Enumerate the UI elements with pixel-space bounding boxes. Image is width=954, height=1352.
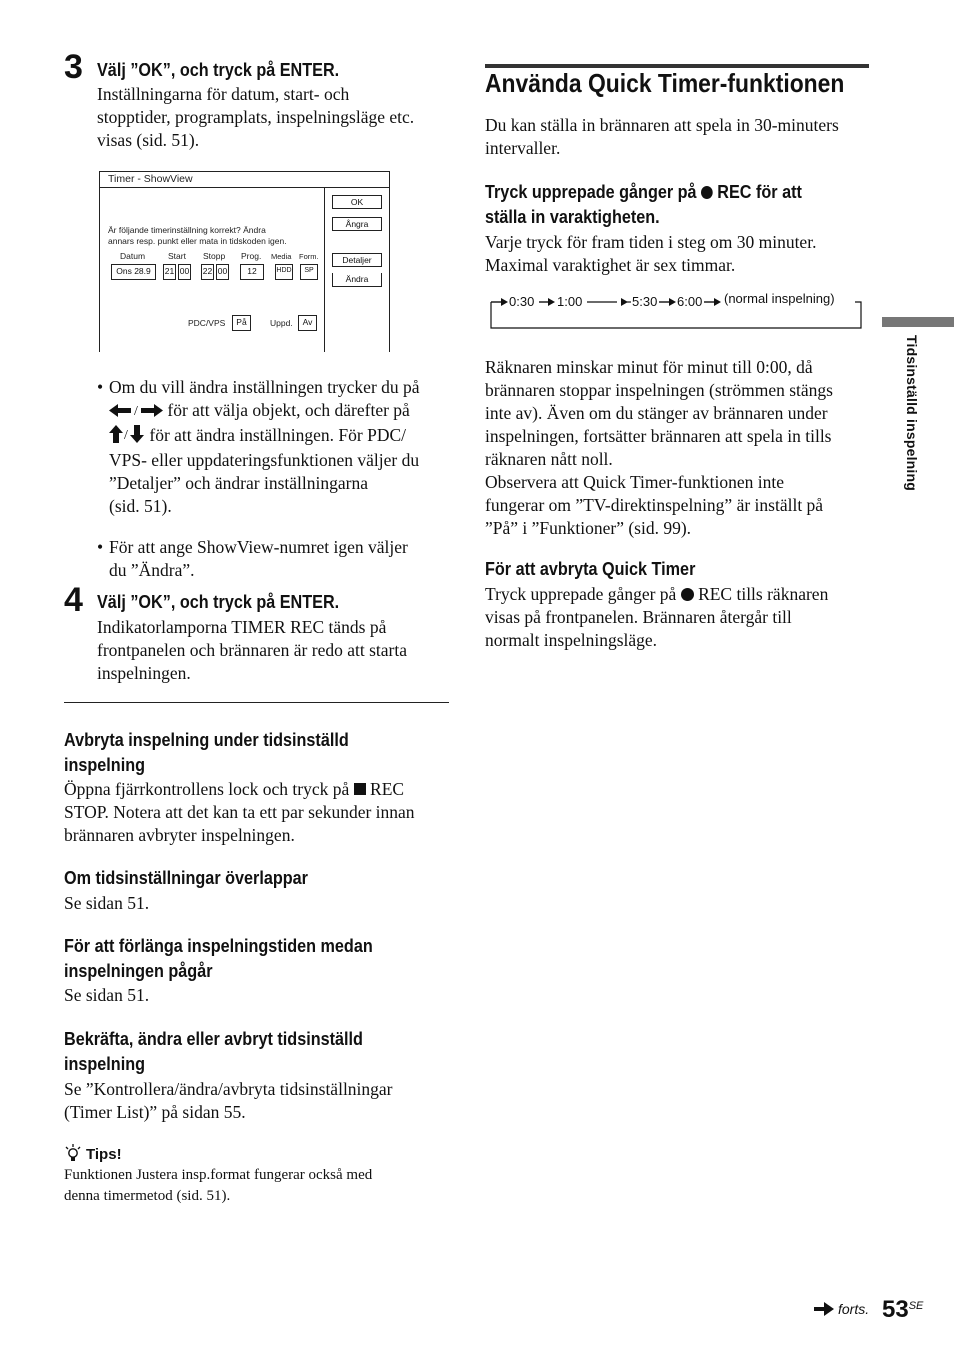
avbryta-text: Öppna fjärrkontrollens lock och tryck på REC STOP. Notera att det kan ta ett par sekunder innan brännaren avbryter inspelningen. bbox=[64, 779, 415, 845]
uppd-label: Uppd. bbox=[270, 318, 293, 328]
sub1-heading: Tryck upprepade gånger på REC för att ställa in varaktigheten. bbox=[485, 182, 802, 227]
dialog-question: Är följande timerinställning korrekt? Ändra annars resp. punkt eller mata in tidskoden igen. bbox=[108, 225, 287, 246]
continued-indicator: forts. bbox=[814, 1301, 869, 1321]
timer-showview-dialog bbox=[99, 171, 390, 352]
ok-button[interactable]: OK bbox=[332, 195, 382, 209]
overlap-heading: Om tidsinställningar överlappar bbox=[64, 868, 308, 888]
step-3-title: Välj ”OK”, och tryck på ENTER. bbox=[97, 60, 340, 80]
start-hour-field[interactable]: 21 bbox=[163, 264, 176, 280]
bekrafta-text: Se ”Kontrollera/ändra/avbryta tidsinställningar (Timer List)” på sidan 55. bbox=[64, 1079, 393, 1122]
svg-text:/: / bbox=[134, 404, 138, 418]
record-dot-icon bbox=[701, 186, 713, 199]
angra-button[interactable]: Ångra bbox=[332, 217, 382, 231]
forlanga-heading: För att förlänga inspelningstiden medan inspelningen pågår bbox=[64, 936, 373, 981]
seq-0-30: 0:30 bbox=[509, 294, 535, 309]
start-minute-field[interactable]: 00 bbox=[178, 264, 191, 280]
pdc-vps-label: PDC/VPS bbox=[188, 318, 226, 328]
sub2-heading: För att avbryta Quick Timer bbox=[485, 559, 696, 579]
bullet-1: • Om du vill ändra inställningen trycker du på / för att välja objekt, och därefter på / för att ändra inställningen. För PDC/ VPS- eller uppdateringsfunktionen väljer du ”Detaljer” och ändrar inställningarna (sid. 51). bbox=[97, 377, 420, 516]
seq-5-30: 5:30 bbox=[632, 294, 658, 309]
col-stopp: Stopp bbox=[203, 251, 226, 261]
arrow-right-icon bbox=[814, 1302, 834, 1321]
step-3-text: Inställningarna för datum, start- och stopptider, programplats, inspelningsläge etc. visas (sid. 51). bbox=[97, 84, 415, 150]
tips-text: Funktionen Justera insp.format fungerar också med denna timermetod (sid. 51). bbox=[64, 1167, 373, 1204]
up-down-arrows-icon bbox=[109, 425, 145, 449]
col-media: Media bbox=[271, 252, 292, 261]
overlap-text: Se sidan 51. bbox=[64, 893, 150, 913]
bullet-2: • För att ange ShowView-numret igen väljer du ”Ändra”. bbox=[97, 537, 408, 580]
col-form: Form. bbox=[299, 252, 319, 261]
side-tab-label: Tidsinställd inspelning bbox=[904, 335, 920, 492]
forlanga-text: Se sidan 51. bbox=[64, 985, 150, 1005]
stopp-minute-field[interactable]: 00 bbox=[216, 264, 229, 280]
tips-label-row: Tips! bbox=[64, 1144, 122, 1167]
sub2-text: Tryck upprepade gånger på REC tills räknaren visas på frontpanelen. Brännaren återgår till normalt inspelningsläge. bbox=[485, 584, 829, 650]
lightbulb-icon bbox=[64, 1144, 82, 1167]
col-start: Start bbox=[168, 251, 186, 261]
record-dot-icon bbox=[681, 588, 694, 601]
seq-normal-recording: (normal inspelning) bbox=[724, 291, 835, 306]
page-number: $53^{SE}$ bbox=[882, 1296, 924, 1323]
col-prog: Prog. bbox=[241, 251, 262, 261]
pdc-vps-field[interactable]: På bbox=[232, 315, 251, 331]
stopp-hour-field[interactable]: 22 bbox=[201, 264, 214, 280]
quick-timer-description: Räknaren minskar minut för minut till 0:00, då brännaren stoppar inspelningen (strömmen stängs inte av). Även om du stänger av brännaren under inspelningen, fortsätter brännaren att spela in tills räknaren nått noll. Observera att Quick Timer-funktionen inte fungerar om ”TV-direktinspelning” är inställt på ”På” i ”Funktioner” (sid. 99). bbox=[485, 357, 833, 538]
uppd-field[interactable]: Av bbox=[298, 315, 317, 331]
side-tab-bar bbox=[882, 317, 954, 327]
step-4-text: Indikatorlamporna TIMER REC tänds på frontpanelen och brännaren är redo att starta inspelningen. bbox=[97, 617, 407, 683]
step-4-number: 4 bbox=[64, 581, 83, 619]
andra-button[interactable]: Ändra bbox=[332, 273, 382, 287]
bekrafta-heading: Bekräfta, ändra eller avbryt tidsinställd inspelning bbox=[64, 1029, 363, 1074]
left-right-arrows-icon bbox=[109, 401, 163, 424]
stop-square-icon bbox=[354, 783, 366, 795]
form-field[interactable]: SP bbox=[300, 264, 318, 280]
svg-text:/: / bbox=[124, 428, 128, 443]
seq-6-00: 6:00 bbox=[677, 294, 703, 309]
detaljer-button[interactable]: Detaljer bbox=[332, 253, 382, 267]
dialog-title: Timer - ShowView bbox=[108, 173, 193, 185]
page-title: Använda Quick Timer-funktionen bbox=[485, 68, 845, 98]
media-field[interactable]: HDD bbox=[275, 264, 293, 280]
seq-1-00: 1:00 bbox=[557, 294, 583, 309]
step-3-number: 3 bbox=[64, 48, 83, 86]
datum-field[interactable]: Ons 28.9 bbox=[111, 264, 156, 280]
sub1-text: Varje tryck för fram tiden i steg om 30 minuter. Maximal varaktighet är sex timmar. bbox=[485, 232, 817, 275]
prog-field[interactable]: 12 bbox=[240, 264, 264, 280]
section-divider bbox=[64, 702, 449, 703]
intro-text: Du kan ställa in brännaren att spela in 30-minuters intervaller. bbox=[485, 115, 839, 158]
step-4-title: Välj ”OK”, och tryck på ENTER. bbox=[97, 592, 340, 612]
duration-sequence-diagram bbox=[489, 288, 865, 330]
avbryta-heading: Avbryta inspelning under tidsinställd inspelning bbox=[64, 730, 349, 775]
col-datum: Datum bbox=[120, 251, 146, 261]
